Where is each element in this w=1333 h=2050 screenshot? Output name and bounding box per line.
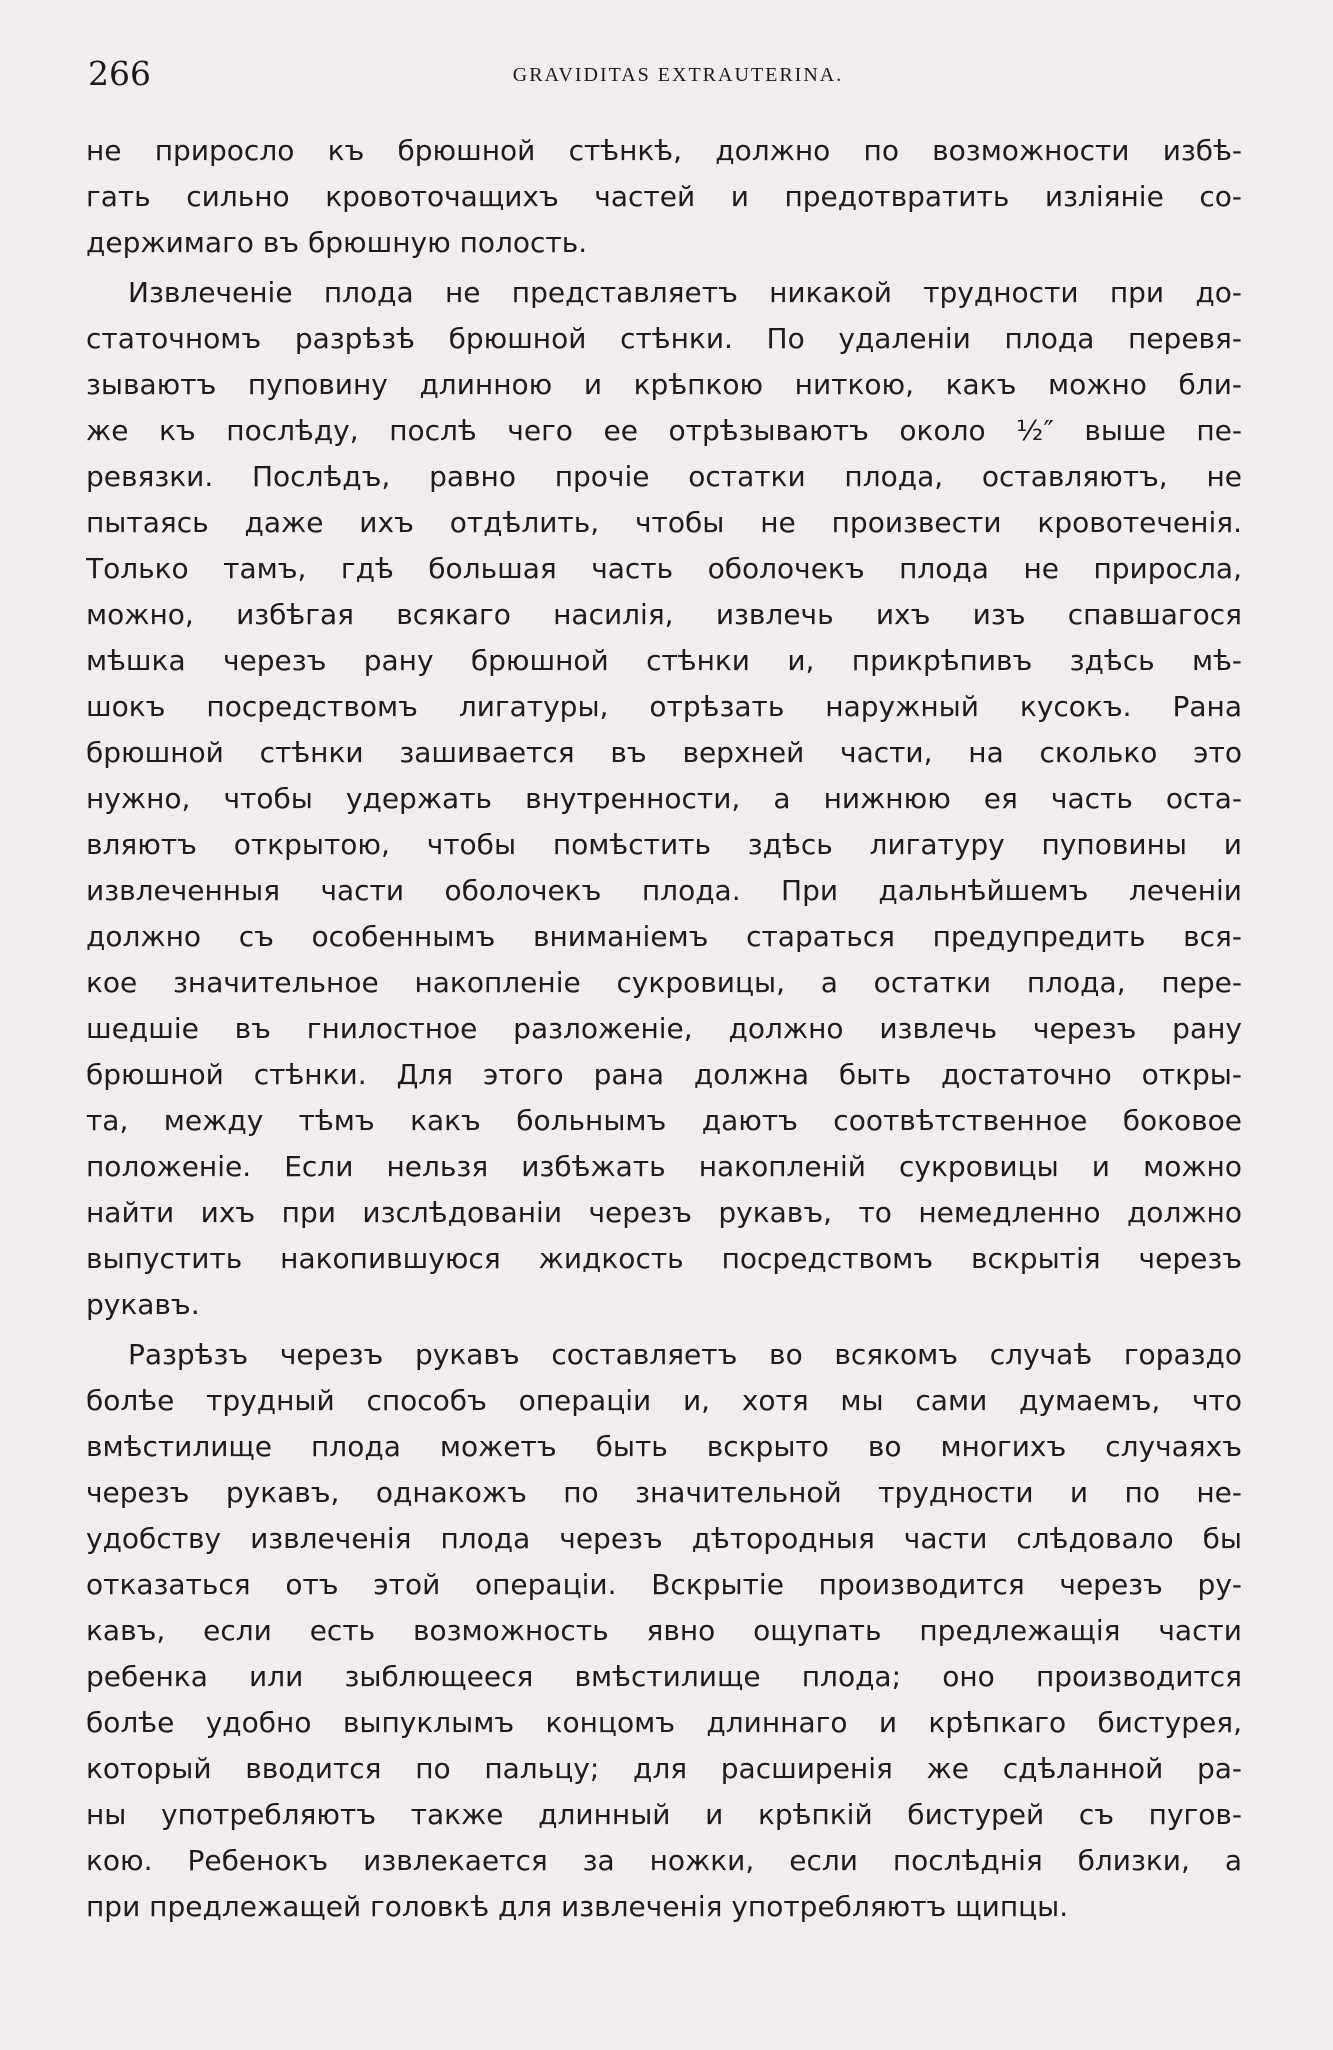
text-line: гать сильно кровоточащихъ частей и предотвратить изліяніе со-	[86, 180, 1242, 213]
page-header	[88, 52, 1248, 96]
paragraph	[86, 1332, 1242, 1930]
text-line: черезъ рукавъ, однакожъ по значительной трудности и по не-	[86, 1476, 1242, 1509]
text-line: брюшной стѣнки. Для этого рана должна быть достаточно откры-	[86, 1058, 1242, 1091]
text-line: болѣе удобно выпуклымъ концомъ длиннаго и крѣпкаго бистурея,	[86, 1706, 1242, 1739]
text-line: кавъ, если есть возможность явно ощупать предлежащія части	[86, 1614, 1242, 1647]
text-line: кою. Ребенокъ извлекается за ножки, если послѣднія близки, а	[86, 1844, 1242, 1877]
text-line: рукавъ.	[86, 1288, 200, 1321]
text-line: вляютъ открытою, чтобы помѣстить здѣсь лигатуру пуповины и	[86, 828, 1242, 861]
running-head: GRAVIDITAS EXTRAUTERINA.	[512, 64, 844, 86]
text-line: шедшіе въ гнилостное разложеніе, должно извлечь черезъ рану	[86, 1012, 1242, 1045]
text-line: Извлеченіе плода не представляетъ никакой трудности при до-	[128, 276, 1242, 309]
text-line: кое значительное накопленіе сукровицы, а остатки плода, пере-	[86, 966, 1242, 999]
body-text	[86, 128, 1242, 1930]
text-line: держимаго въ брюшную полость.	[86, 226, 588, 259]
text-line: та, между тѣмъ какъ больнымъ даютъ соотвѣтственное боковое	[86, 1104, 1242, 1137]
text-line: должно съ особеннымъ вниманіемъ стараться предупредить вся-	[86, 920, 1242, 953]
page-number: 266	[88, 54, 151, 93]
text-line: болѣе трудный способъ операціи и, хотя мы сами думаемъ, что	[86, 1384, 1242, 1417]
text-line: брюшной стѣнки зашивается въ верхней части, на сколько это	[86, 736, 1242, 769]
text-line: извлеченныя части оболочекъ плода. При дальнѣйшемъ леченіи	[86, 874, 1242, 907]
text-line: статочномъ разрѣзѣ брюшной стѣнки. По удаленіи плода перевя-	[86, 322, 1242, 355]
text-line: зываютъ пуповину длинною и крѣпкою ниткою, какъ можно бли-	[86, 368, 1242, 401]
paragraph	[86, 128, 1242, 266]
text-line: же къ послѣду, послѣ чего ее отрѣзываютъ около ½″ выше пе-	[86, 414, 1242, 447]
text-line: положеніе. Если нельзя избѣжать накопленій сукровицы и можно	[86, 1150, 1242, 1183]
text-line: вмѣстилище плода можетъ быть вскрыто во многихъ случаяхъ	[86, 1430, 1242, 1463]
text-line: ревязки. Послѣдъ, равно прочіе остатки плода, оставляютъ, не	[86, 460, 1242, 493]
text-line: Разрѣзъ черезъ рукавъ составляетъ во всякомъ случаѣ гораздо	[128, 1338, 1242, 1371]
text-line: удобству извлеченія плода черезъ дѣтородныя части слѣдовало бы	[86, 1522, 1242, 1555]
text-line: не приросло къ брюшной стѣнкѣ, должно по возможности избѣ-	[86, 134, 1242, 167]
text-line: Только тамъ, гдѣ большая часть оболочекъ плода не приросла,	[86, 552, 1242, 585]
text-line: можно, избѣгая всякаго насилія, извлечь ихъ изъ спавшагося	[86, 598, 1242, 631]
text-line: выпустить накопившуюся жидкость посредствомъ вскрытія черезъ	[86, 1242, 1242, 1275]
text-line: ребенка или зыблющееся вмѣстилище плода; оно производится	[86, 1660, 1242, 1693]
text-line: мѣшка черезъ рану брюшной стѣнки и, прикрѣпивъ здѣсь мѣ-	[86, 644, 1242, 677]
text-line: шокъ посредствомъ лигатуры, отрѣзать наружный кусокъ. Рана	[86, 690, 1242, 723]
text-line: при предлежащей головкѣ для извлеченія употребляютъ щипцы.	[86, 1890, 1069, 1923]
text-line: ны употребляютъ также длинный и крѣпкій бистурей съ пугов-	[86, 1798, 1242, 1831]
text-line: отказаться отъ этой операціи. Вскрытіе производится черезъ ру-	[86, 1568, 1242, 1601]
text-line: который вводится по пальцу; для расширенія же сдѣланной ра-	[86, 1752, 1242, 1785]
text-line: нужно, чтобы удержать внутренности, а нижнюю ея часть оста-	[86, 782, 1242, 815]
paragraph	[86, 270, 1242, 1328]
text-line: найти ихъ при изслѣдованіи черезъ рукавъ, то немедленно должно	[86, 1196, 1242, 1229]
text-line: пытаясь даже ихъ отдѣлить, чтобы не произвести кровотеченія.	[86, 506, 1242, 539]
